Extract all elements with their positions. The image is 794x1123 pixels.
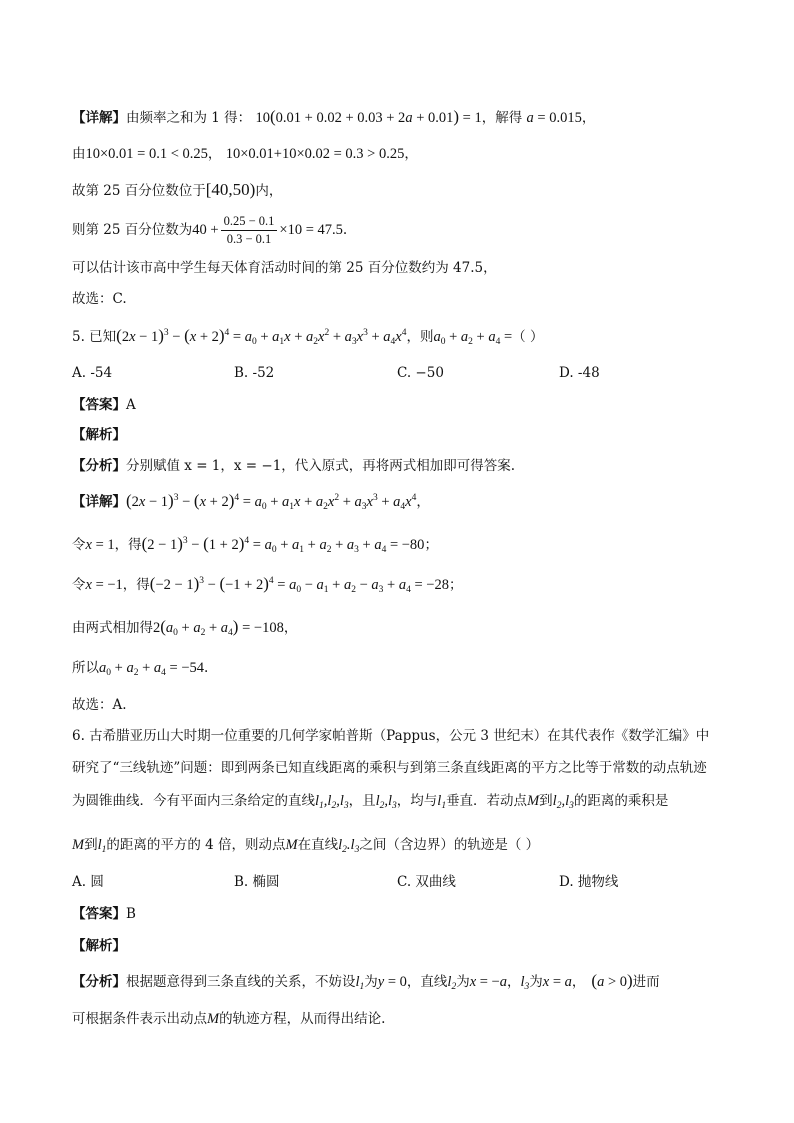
q6-brief-2 xyxy=(72,1010,385,1028)
q5-sub-xm1 xyxy=(72,575,462,594)
q6-line-4 xyxy=(72,836,539,854)
so-value: −54 xyxy=(181,660,204,676)
q5-target: $a_0 + a_2 + a_4$ = xyxy=(433,329,513,347)
get-text: ，得 xyxy=(122,577,150,593)
q6-line-3 xyxy=(72,792,668,810)
q6-text: 的距离的平方的 4 倍，则动点 xyxy=(106,837,286,853)
a-value: 0.015 xyxy=(549,110,582,126)
answer-tag: 【答案】 xyxy=(72,397,126,413)
q5-then: ，则 xyxy=(406,329,434,345)
q5-choice: 故选：A. xyxy=(72,697,127,713)
calc-tail: ×10 = 47.5 xyxy=(279,222,343,238)
q6-text: 垂直．若动点 xyxy=(446,793,528,809)
q6-text: 可根据条件表示出动点 xyxy=(72,1011,207,1027)
let-text: 令 xyxy=(72,537,86,553)
analysis-tag: 【解析】 xyxy=(72,938,126,954)
calc-lead: 则第 25 百分位数为 xyxy=(72,222,193,238)
punct: ， xyxy=(581,110,596,126)
detail-tag: 【详解】 xyxy=(72,494,126,510)
punct: ， xyxy=(404,146,418,162)
p4-estimate: 可以估计该市高中学生每天体育活动时间的第 25 百分位数约为 47.5， xyxy=(72,260,497,276)
q6-text: 到 xyxy=(84,837,98,853)
q5-option-c: C. −50 xyxy=(397,365,444,381)
sub-xm1-equation: $(-2 - 1)^3 - (-1 + 2)^4 = a_0 - a_1 + a_2 - a_3 + a_4 = -28$ xyxy=(149,574,449,595)
q6-text: 在直线 xyxy=(297,837,339,853)
q6-option-b: B. 椭圆 xyxy=(234,874,280,890)
punct: ， xyxy=(207,146,222,162)
analysis-tag: 【解析】 xyxy=(72,427,126,443)
get-text: ，得 xyxy=(114,537,142,553)
calc-40: 40 + xyxy=(192,222,219,238)
a-positive: (a > 0) xyxy=(591,971,633,990)
l1: $l_1$ xyxy=(437,793,447,811)
q5-so xyxy=(72,659,208,677)
compare-lead: 由 xyxy=(72,146,86,162)
p4-choice: 故选：C. xyxy=(72,291,127,307)
l1: $l_1$ xyxy=(355,974,365,992)
frequency-equation: 10(0.01 + 0.02 + 0.03 + 2a + 0.01) = 1 xyxy=(255,107,482,126)
l2-l3: $l_2,l_3$ xyxy=(552,793,574,811)
brief-tag: 【分析】 xyxy=(72,974,126,990)
point-m: M xyxy=(527,793,540,809)
q5-option-d: D. -48 xyxy=(559,365,600,381)
add-lead: 由两式相加得 xyxy=(72,620,153,636)
result-1: −80 xyxy=(401,537,425,553)
q6-text: 到 xyxy=(539,793,553,809)
q5-analysis xyxy=(72,426,126,444)
answer-tag: 【答案】 xyxy=(72,906,126,922)
q6-option-d: D. 抛物线 xyxy=(559,874,619,890)
point-m: M xyxy=(72,837,85,853)
a-value-expr: a = 0.015 xyxy=(526,110,582,126)
q6-text: 根据题意得到三条直线的关系，不妨设 xyxy=(126,974,356,990)
answer-value: B xyxy=(126,906,136,922)
q5-detail-equation: $(2x - 1)^3 - (x + 2)^4 = a_0 + a_1x + a_2x^2 + a_3x^3 + a_4x^4$ xyxy=(126,491,417,512)
punct: ， xyxy=(416,494,430,510)
l2-l3: $l_2.l_3$ xyxy=(338,837,360,855)
q6-analysis xyxy=(72,937,126,955)
q6-text: 的轨迹方程，从而得出结论. xyxy=(219,1011,386,1027)
so-lead: 所以 xyxy=(72,660,99,676)
q6-text: ， xyxy=(571,974,586,990)
percentile-fraction xyxy=(221,214,278,247)
q6-brief-1 xyxy=(72,972,660,991)
result-2: −28 xyxy=(426,577,449,593)
y-eq-0: y = 0 xyxy=(377,974,407,990)
solve-text: ，解得 xyxy=(481,110,523,126)
q6-text: ， xyxy=(506,974,521,990)
p4-detail-line xyxy=(72,108,595,127)
x-eq-neg-a: x = −a xyxy=(469,974,507,990)
detail-lead: 由频率之和为 1 得： xyxy=(126,110,252,126)
compare-expr-1: 10×0.01 = 0.1 < 0.25 xyxy=(85,146,208,162)
sub-x1-equation: $(2 - 1)^3 - (1 + 2)^4 = a_0 + a_1 + a_2 + a_3 + a_4 = -80$ xyxy=(141,534,425,555)
add-value: −108 xyxy=(253,620,284,636)
q6-text: 为圆锥曲线．今有平面内三条给定的直线 xyxy=(72,793,315,809)
p4-compare-line xyxy=(72,145,418,163)
q5-option-b: B. -52 xyxy=(234,365,275,381)
q6-text: ，均与 xyxy=(396,793,438,809)
add-equation: $2(a_0 + a_2 + a_4) = -108$ xyxy=(153,617,284,638)
answer-value: A xyxy=(126,397,136,413)
q6-option-c: C. 双曲线 xyxy=(397,874,456,890)
q5-paren: （ ） xyxy=(512,329,544,345)
q5-sub-x1 xyxy=(72,535,438,554)
q5-stem xyxy=(72,327,543,346)
punct: . xyxy=(204,660,209,676)
brief-tag: 【分析】 xyxy=(72,458,126,474)
q6-text: ，直线 xyxy=(406,974,448,990)
q5-brief xyxy=(72,457,515,475)
p4-locate-line xyxy=(72,181,282,200)
l2: $l_2$ xyxy=(447,974,457,992)
x-eq-a: x = a xyxy=(542,974,572,990)
q6-text: 的距离的乘积是 xyxy=(573,793,669,809)
x-eq-1: x = 1 xyxy=(85,537,115,553)
q5-number: 5. 已知 xyxy=(72,329,117,345)
q6-line-2: 研究了“三线轨迹”问题：即到两条已知直线距离的乘积与到第三条直线距离的平方之比等于常数的动点轨迹 xyxy=(72,760,707,776)
point-m: M xyxy=(285,837,298,853)
locate-text: 故第 25 百分位数位于 xyxy=(72,183,206,199)
q6-text: ，且 xyxy=(348,793,376,809)
punct: ； xyxy=(424,537,438,553)
let-text: 令 xyxy=(72,577,86,593)
punct: ； xyxy=(448,577,463,593)
l3: $l_3$ xyxy=(520,974,530,992)
q5-add xyxy=(72,618,297,637)
q6-answer xyxy=(72,905,136,923)
fraction-denominator: 0.3 − 0.1 xyxy=(226,232,272,246)
punct: . xyxy=(342,222,348,238)
point-m: M xyxy=(207,1011,220,1027)
q6-text: 为 xyxy=(364,974,378,990)
l2-l3: $l_2,l_3$ xyxy=(375,793,397,811)
l1: $l_1$ xyxy=(97,837,107,855)
q5-detail xyxy=(72,492,430,511)
q6-text: 进而 xyxy=(632,974,660,990)
x-eq-m1: x = −1 xyxy=(85,577,123,593)
compare-expr-2: 10×0.01+10×0.02 = 0.3 > 0.25 xyxy=(225,146,405,162)
locate-end: 内， xyxy=(255,183,283,199)
q5-equation: $(2x - 1)^3 - (x + 2)^4 = a_0 + a_1x + a_2x^2 + a_3x^3 + a_4x^4$ xyxy=(116,326,407,347)
q6-option-a: A. 圆 xyxy=(72,874,104,890)
interval: [40,50) xyxy=(205,180,256,199)
p4-calc-line xyxy=(72,214,347,247)
brief-text: 分别赋值 x = 1，x = −1，代入原式，再将两式相加即可得答案. xyxy=(126,458,516,474)
q5-answer xyxy=(72,396,136,414)
punct: ， xyxy=(283,620,298,636)
so-equation: $a_0 + a_2 + a_4 = -54$ xyxy=(99,660,204,678)
q6-text: 为 xyxy=(529,974,543,990)
fraction-numerator: 0.25 − 0.1 xyxy=(221,214,278,231)
detail-tag: 【详解】 xyxy=(72,110,126,126)
q5-option-a: A. -54 xyxy=(72,365,113,381)
q6-text: 之间（含边界）的轨迹是（ ） xyxy=(359,837,540,853)
q6-line-1: 6. 古希腊亚历山大时期一位重要的几何学家帕普斯（Pappus，公元 3 世纪末）在其代表作《数学汇编》中 xyxy=(72,728,710,744)
q6-text: 为 xyxy=(456,974,470,990)
l1-l2-l3: $l_1,l_2,l_3$ xyxy=(315,793,349,811)
